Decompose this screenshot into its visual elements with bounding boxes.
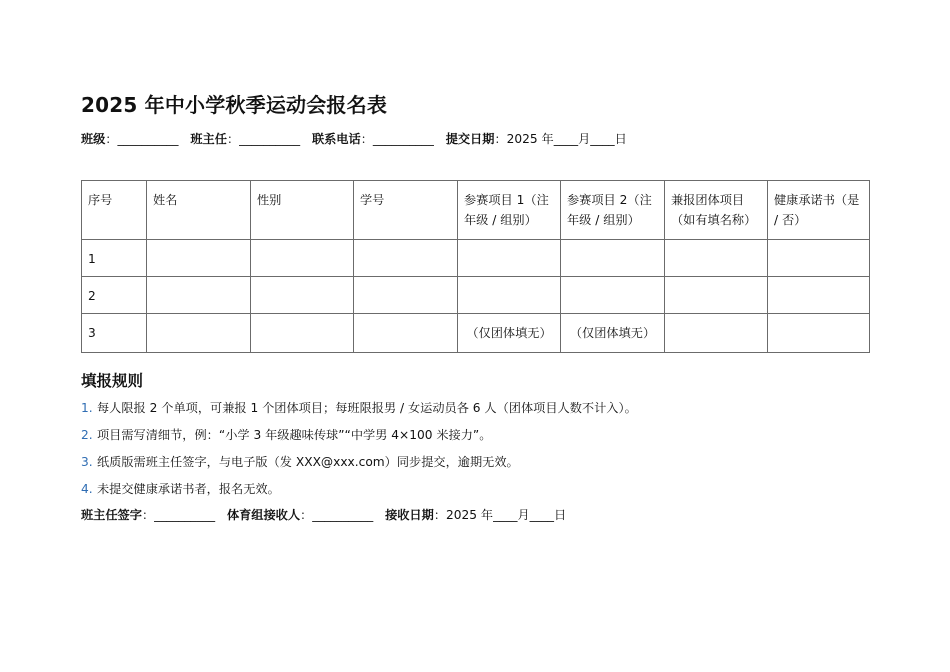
table-cell: 3 [82,314,147,353]
page-title: 2025 年中小学秋季运动会报名表 [81,93,388,117]
table-cell[interactable] [147,314,251,353]
table-cell[interactable] [665,277,768,314]
receive-date-field[interactable]: ：2025 年____月____日 [433,508,567,522]
table-cell[interactable] [458,240,561,277]
list-item-number: 3. [81,455,93,469]
header-cell-student-id: 学号 [354,181,458,240]
table-cell[interactable] [354,277,458,314]
header-cell-health-pledge: 健康承诺书（是 / 否） [768,181,870,240]
table-cell[interactable] [561,240,665,277]
header-cell-event-1: 参赛项目 1（注年级 / 组别） [458,181,561,240]
rules-section-title: 填报规则 [81,372,144,390]
header-cell-name: 姓名 [147,181,251,240]
list-item [81,398,861,425]
table-cell-team-only-note[interactable]: （仅团体填无） [561,314,665,353]
header-cell-gender: 性别 [251,181,354,240]
list-item [81,479,861,506]
table-cell-team-only-note[interactable]: （仅团体填无） [458,314,561,353]
table-header-row [82,181,870,240]
header-cell-team-event: 兼报团体项目（如有填名称） [665,181,768,240]
table-cell[interactable] [665,314,768,353]
table-row [82,240,870,277]
list-item [81,425,861,452]
teacher-signature-label: 班主任签字 [81,508,142,522]
table-cell[interactable] [251,314,354,353]
table-cell[interactable] [768,240,870,277]
submit-date-field[interactable]: ：2025 年____月____日 [494,132,627,146]
submit-date-label: 提交日期 [445,132,495,146]
list-item-number: 4. [81,482,93,496]
table-cell[interactable] [768,314,870,353]
table-cell[interactable] [458,277,561,314]
receiver-field[interactable]: ：__________ [300,508,374,522]
table-row [82,277,870,314]
table-cell[interactable] [665,240,768,277]
table-cell[interactable] [768,277,870,314]
table-cell[interactable] [147,240,251,277]
phone-label: 联系电话 [311,132,361,146]
teacher-signature-field[interactable]: ：__________ [141,508,216,522]
table-row [82,314,870,353]
table-cell[interactable] [354,240,458,277]
table-cell: 2 [82,277,147,314]
list-item-text: 项目需写清细节，例：“小学 3 年级趣味传球”“中学男 4×100 米接力”。 [97,428,492,442]
header-cell-event-2: 参赛项目 2（注年级 / 组别） [561,181,665,240]
list-item-text: 纸质版需班主任签字，与电子版（发 XXX@xxx.com）同步提交，逾期无效。 [97,455,519,469]
class-field[interactable]: ：__________ [105,132,179,146]
list-item-text: 未提交健康承诺书者，报名无效。 [97,482,280,496]
registration-table [81,180,870,353]
table-cell[interactable] [354,314,458,353]
table-cell[interactable] [251,277,354,314]
list-item-number: 2. [81,428,93,442]
list-item-number: 1. [81,401,93,415]
receiver-label: 体育组接收人 [226,508,301,522]
class-label: 班级 [81,132,106,146]
list-item-text: 每人限报 2 个单项，可兼报 1 个团体项目；每班限报男 / 女运动员各 6 人（团体项目人数不计入）。 [97,401,637,415]
teacher-field[interactable]: ：__________ [226,132,301,146]
phone-field[interactable]: ：__________ [360,132,434,146]
table-cell[interactable] [561,277,665,314]
table-cell[interactable] [147,277,251,314]
header-cell-index: 序号 [82,181,147,240]
receive-date-label: 接收日期 [385,508,434,522]
rules-list [81,398,861,506]
teacher-label: 班主任 [190,132,227,146]
footer-fields [81,507,566,523]
list-item [81,452,861,479]
header-fields [81,131,627,147]
table-cell: 1 [82,240,147,277]
table-cell[interactable] [251,240,354,277]
